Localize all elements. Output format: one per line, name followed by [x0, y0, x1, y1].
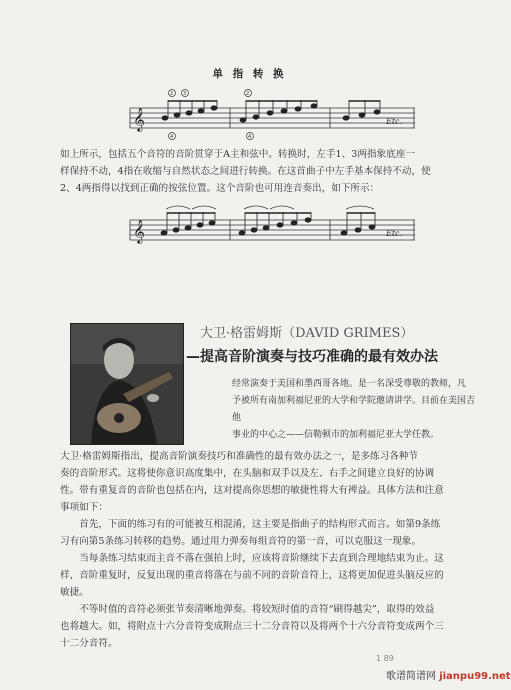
body-line: 敏捷。 [60, 587, 89, 598]
body-line: 不等时值的音符必须张节奏清晰地弹奏。将较短时值的音符“刷得越尖”，取得的效益 [79, 604, 435, 615]
music-staff-1 [130, 84, 420, 144]
watermark [386, 667, 511, 682]
author-intro-line-3: 事业的中心之——信勒顿市的加利福尼亚大学任教。 [232, 430, 440, 440]
svg-text:𝄞: 𝄞 [133, 219, 145, 243]
music-staff-2 [130, 200, 420, 260]
svg-text:𝄞: 𝄞 [133, 107, 145, 131]
svg-text:2: 2 [246, 91, 250, 97]
svg-text:2: 2 [170, 91, 174, 97]
body-line: 十二分音符。 [60, 638, 118, 649]
body-line: 习有向第5条练习转移的趋势。通过用力弹奏每组音符的第一音，可以克服这一现象。 [60, 536, 422, 547]
paragraph-1 [60, 146, 460, 197]
svg-text:4: 4 [248, 134, 252, 140]
body-line: 性。带有重复音的音阶也包括在内，这对提高你思想的敏捷性将大有裨益。具体方法和注意 [60, 485, 444, 496]
author-intro-line-2: 予被所有南加利福尼亚的大学和学院邀请讲学。目前在美国吉他 [232, 396, 476, 423]
section-title: 单 指 转 换 [212, 68, 287, 80]
staff-1-etc: Etc. [386, 117, 403, 126]
article-subtitle: —提高音阶演奏与技巧准确的最有效办法 [186, 349, 438, 365]
author-photo [70, 323, 184, 445]
body-line: 事项如下： [60, 502, 108, 513]
page-number: 1 89 [376, 654, 394, 663]
article-body [60, 448, 465, 652]
paragraph-1-line-3: 2、4两指得以找到正确的按弦位置。这个音阶也可用连音奏出，如下所示： [60, 183, 380, 194]
watermark-url: jianpu99.net [439, 671, 511, 682]
body-line: 也将越大。如，将附点十六分音符变成附点三十二分音符以及将两个十六分音符变成两个三 [60, 621, 444, 632]
body-line: 当每条练习结束而主音不落在强拍上时，应该将音阶继续下去直到合理地结束为止。这 [79, 553, 444, 564]
body-line: 样，音阶重复时，反复出现的重音将落在与前不同的音阶音符上，这将更加促进头脑反应的 [60, 570, 444, 581]
author-intro-line-1: 经常演奏于美国和墨西哥各地。是一名深受尊敬的教师，凡 [232, 379, 467, 389]
guitarist-photo-illustration [71, 324, 183, 444]
author-intro [232, 376, 477, 444]
body-line: 奏的音阶形式。这将使你意识高度集中，在头脑和双手以及左、右手之间建立良好的协调 [60, 468, 435, 479]
paragraph-1-line-2: 样保持不动，4指在收缩与自然状态之间进行转换。在这首曲子中左手基本保持不动，使 [60, 166, 431, 177]
author-heading: 大卫·格雷姆斯（DAVID GRIMES） [200, 326, 414, 341]
paragraph-1-line-1: 如上所示，包括五个音符的音阶贯穿于A主和弦中。转换时，左手1、3两指象底座一 [60, 149, 415, 160]
svg-text:3: 3 [183, 91, 187, 97]
svg-text:4: 4 [170, 134, 174, 140]
staff-2-etc: Etc. [386, 229, 403, 238]
watermark-site: 歌谱简谱网 [386, 671, 436, 682]
body-line: 大卫·格雷姆斯指出，提高音阶演奏技巧和准确性的最有效办法之一，是多练习各种节 [60, 451, 419, 462]
body-line: 首先，下面的练习有的可能被互相混淆，这主要是指曲子的结构形式而言。如第9条练 [79, 519, 441, 530]
